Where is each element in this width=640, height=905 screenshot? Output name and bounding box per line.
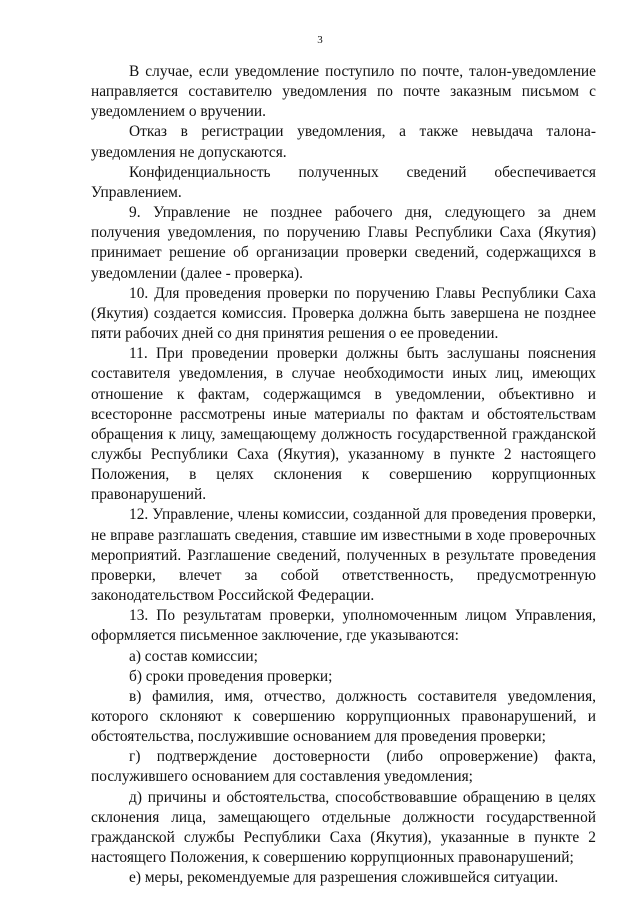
paragraph-item-10: 10. Для проведения проверки по поручению Главы Республики Саха (Якутия) создается комиссия. Проверка должна быть завершена не позднее пяти рабочих дней со дня принятия решения о ее проведении. [91,284,596,343]
paragraph-registration-refusal: Отказ в регистрации уведомления, а также невыдача талона-уведомления не допускаются. [91,123,596,161]
list-item-d: д) причины и обстоятельства, способствовавшие обращению в целях склонения лица, замещающего отдельные должности государственной гражданской службы Республики Саха (Якутия), указанные в пункте 2 настоящего Положения, к совершению коррупционных правонарушений; [91,788,596,867]
list-item-e: е) меры, рекомендуемые для разрешения сложившейся ситуации. [129,869,559,887]
paragraph-mail-notification: В случае, если уведомление поступило по почте, талон-уведомление направляется составителю уведомления по почте заказным письмом с уведомлением о вручении. [91,63,596,121]
list-item-g: г) подтверждение достоверности (либо опровержение) факта, послужившего основанием для составления уведомления; [91,748,596,786]
paragraph-item-13: 13. По результатам проверки, уполномоченным лицом Управления, оформляется письменное заключение, где указываются: [91,607,596,645]
document-body [91,62,596,888]
page-number: 3 [317,34,323,46]
list-item-a: а) состав комиссии; [129,647,258,665]
list-item-b: б) сроки проведения проверки; [129,667,333,685]
paragraph-item-12: 12. Управление, члены комиссии, созданной для проведения проверки, не вправе разглашать сведения, ставшие им известными в ходе проверочных мероприятий. Разглашение сведений, полученных в результате проведения проверки, влечет за собой ответственность, предусмотренную законодательством Российской Федерации. [91,506,596,605]
paragraph-item-11: 11. При проведении проверки должны быть заслушаны пояснения составителя уведомления, в случае необходимости иных лиц, имеющих отношение к фактам, содержащимся в уведомлении, объективно и всесторонне рассмотрены иные материалы по фактам и обстоятельствам обращения к лицу, замещающему должность государственной гражданской службы Республики Саха (Якутия), указанному в пункте 2 настоящего Положения, в целях склонения к совершению коррупционных правонарушений. [91,345,596,504]
list-item-v: в) фамилия, имя, отчество, должность составителя уведомления, которого склоняют к совершению коррупционных правонарушений, и обстоятельства, послужившие основанием для проведения проверки; [91,687,596,746]
paragraph-item-9: 9. Управление не позднее рабочего дня, следующего за днем получения уведомления, по поручению Главы Республики Саха (Якутия) принимает решение об организации проверки сведений, содержащихся в уведомлении (далее - проверка). [91,204,596,282]
paragraph-confidentiality: Конфиденциальность полученных сведений обеспечивается Управлением. [91,163,596,201]
